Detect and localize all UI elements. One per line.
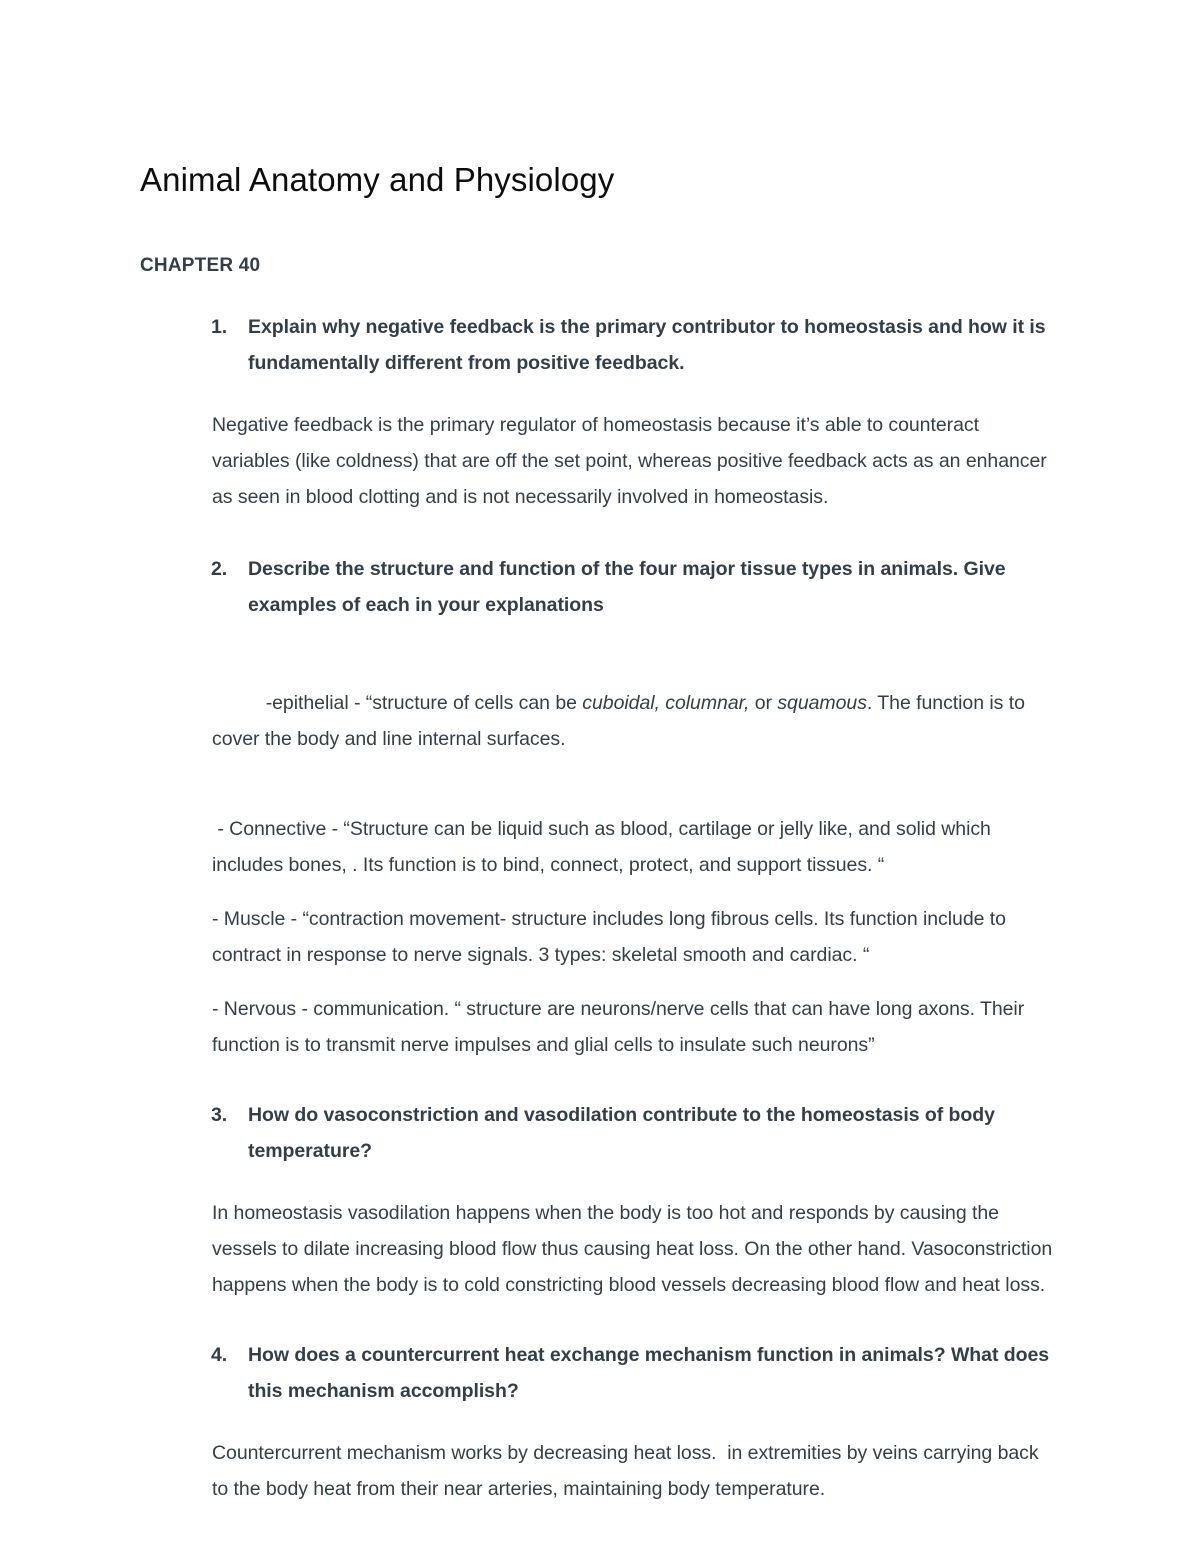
answer-2-epithelial-post: . The function is to cover the body and line internal surfaces. bbox=[212, 692, 1031, 750]
question-2 bbox=[140, 551, 1060, 623]
chapter-heading: CHAPTER 40 bbox=[140, 255, 261, 276]
answer-2-epithelial-pre: -epithelial - “structure of cells can be bbox=[265, 692, 583, 714]
question-3 bbox=[140, 1097, 1060, 1169]
question-1 bbox=[140, 309, 1060, 381]
question-4-number: 4. bbox=[211, 1344, 228, 1366]
answer-2-nervous: - Nervous - communication. “ structure are neurons/nerve cells that can have long axons. Their function is to transmit nerve impulses and glial cells to insulate such neurons” bbox=[212, 998, 1030, 1056]
answer-4: Countercurrent mechanism works by decreasing heat loss. in extremities by veins carrying back to the body heat from their near arteries, maintaining body temperature. bbox=[212, 1442, 1044, 1500]
answer-2-connective: - Connective - “Structure can be liquid such as blood, cartilage or jelly like, and solid which includes bones, . Its function is to bind, connect, protect, and support tissues. “ bbox=[212, 818, 997, 876]
question-answer-list bbox=[140, 309, 1060, 1507]
question-3-text: How do vasoconstriction and vasodilation contribute to the homeostasis of body temperature? bbox=[248, 1104, 995, 1162]
answer-3: In homeostasis vasodilation happens when the body is too hot and responds by causing the vessels to dilate increasing blood flow thus causing heat loss. On the other hand. Vasoconstriction happens when the body is to cold constricting blood vessels decreasing blood flow and heat loss. bbox=[212, 1202, 1058, 1296]
qa-item-3 bbox=[140, 1097, 1060, 1303]
question-2-number: 2. bbox=[211, 558, 228, 580]
page-title: Animal Anatomy and Physiology bbox=[140, 161, 615, 198]
answer-2-italic-cuboidal-columnar: cuboidal, columnar, bbox=[582, 692, 750, 714]
question-3-number: 3. bbox=[211, 1104, 228, 1126]
answer-1: Negative feedback is the primary regulator of homeostasis because it’s able to counteract variables (like coldness) that are off the set point, whereas positive feedback acts as an enhancer as seen in blood clotting and is not necessarily involved in homeostasis. bbox=[212, 414, 1053, 508]
answer-2-italic-squamous: squamous bbox=[777, 692, 867, 714]
qa-item-2 bbox=[140, 551, 1060, 1063]
question-2-text: Describe the structure and function of the four major tissue types in animals. Give examples of each in your explanations bbox=[248, 558, 1006, 616]
document-body bbox=[140, 160, 1060, 1507]
qa-item-4 bbox=[140, 1337, 1060, 1507]
qa-item-1 bbox=[140, 309, 1060, 515]
answer-2-epithelial bbox=[212, 649, 1060, 793]
question-4 bbox=[140, 1337, 1060, 1409]
question-4-text: How does a countercurrent heat exchange mechanism function in animals? What does this mechanism accomplish? bbox=[248, 1344, 1050, 1402]
question-1-text: Explain why negative feedback is the primary contributor to homeostasis and how it is fundamentally different from positive feedback. bbox=[248, 316, 1046, 374]
question-1-number: 1. bbox=[211, 316, 228, 338]
answer-2-muscle: - Muscle - “contraction movement- structure includes long fibrous cells. Its function include to contract in response to nerve signals. 3 types: skeletal smooth and cardiac. “ bbox=[212, 908, 1012, 966]
answer-2-epithelial-mid: or bbox=[749, 692, 778, 714]
